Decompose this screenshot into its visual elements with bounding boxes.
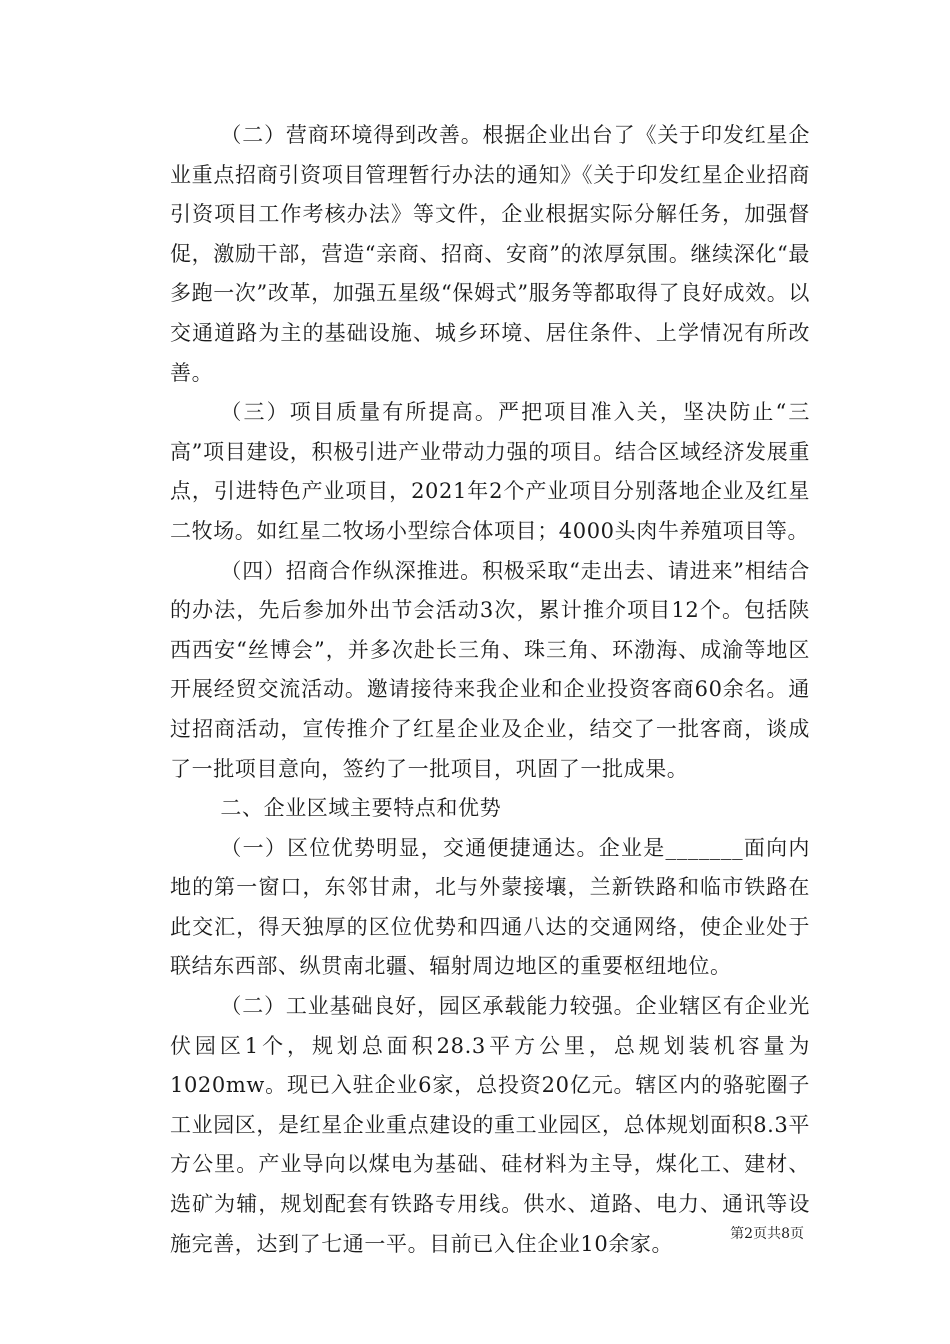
paragraph-project-quality: （三）项目质量有所提高。严把项目准入关，坚决防止“三高”项目建设，积极引进产业带动力强的项目。结合区域经济发展重点，引进特色产业项目，2021年2个产业项目分别落地企业及红星二牧场。如红星二牧场小型综合体项目；4000头肉牛养殖项目等。	[170, 400, 810, 543]
page-number-footer: 第2页共8页	[730, 1226, 804, 1242]
paragraph-business-environment: （二）营商环境得到改善。根据企业出台了《关于印发红星企业重点招商引资项目管理暂行办法的通知》《关于印发红星企业招商引资项目工作考核办法》等文件，企业根据实际分解任务，加强督促，激励干部，营造“亲商、招商、安商”的浓厚氛围。继续深化“最多跑一次”改革，加强五星级“保姆式”服务等都取得了良好成效。以交通道路为主的基础设施、城乡环境、居住条件、上学情况有所改善。	[170, 123, 810, 385]
section-heading-regional-advantages: 二、企业区域主要特点和优势	[220, 796, 502, 821]
paragraph-location-advantage: （一）区位优势明显，交通便捷通达。企业是_______面向内地的第一窗口，东邻甘肃，北与外蒙接壤，兰新铁路和临市铁路在此交汇，得天独厚的区位优势和四通八达的交通网络，使企业处于联结东西部、纵贯南北疆、辐射周边地区的重要枢纽地位。	[170, 835, 810, 979]
paragraph-investment-cooperation: （四）招商合作纵深推进。积极采取“走出去、请进来”相结合的办法，先后参加外出节会活动3次，累计推介项目12个。包括陕西西安“丝博会”，并多次赴长三角、珠三角、环渤海、成渝等地区开展经贸交流活动。邀请接待来我企业和企业投资客商60余名。通过招商活动，宣传推介了红星企业及企业，结交了一批客商，谈成了一批项目意向，签约了一批项目，巩固了一批成果。	[170, 558, 810, 781]
body-text	[170, 116, 810, 1264]
paragraph-industrial-base: （二）工业基础良好，园区承载能力较强。企业辖区有企业光伏园区1个，规划总面积28.3平方公里，总规划装机容量为1020mw。现已入驻企业6家，总投资20亿元。辖区内的骆驼圈子工业园区，是红星企业重点建设的重工业园区，总体规划面积8.3平方公里。产业导向以煤电为基础、硅材料为主导，煤化工、建材、选矿为辅，规划配套有铁路专用线。供水、道路、电力、通讯等设施完善，达到了七通一平。目前已入住企业10余家。	[170, 994, 810, 1256]
